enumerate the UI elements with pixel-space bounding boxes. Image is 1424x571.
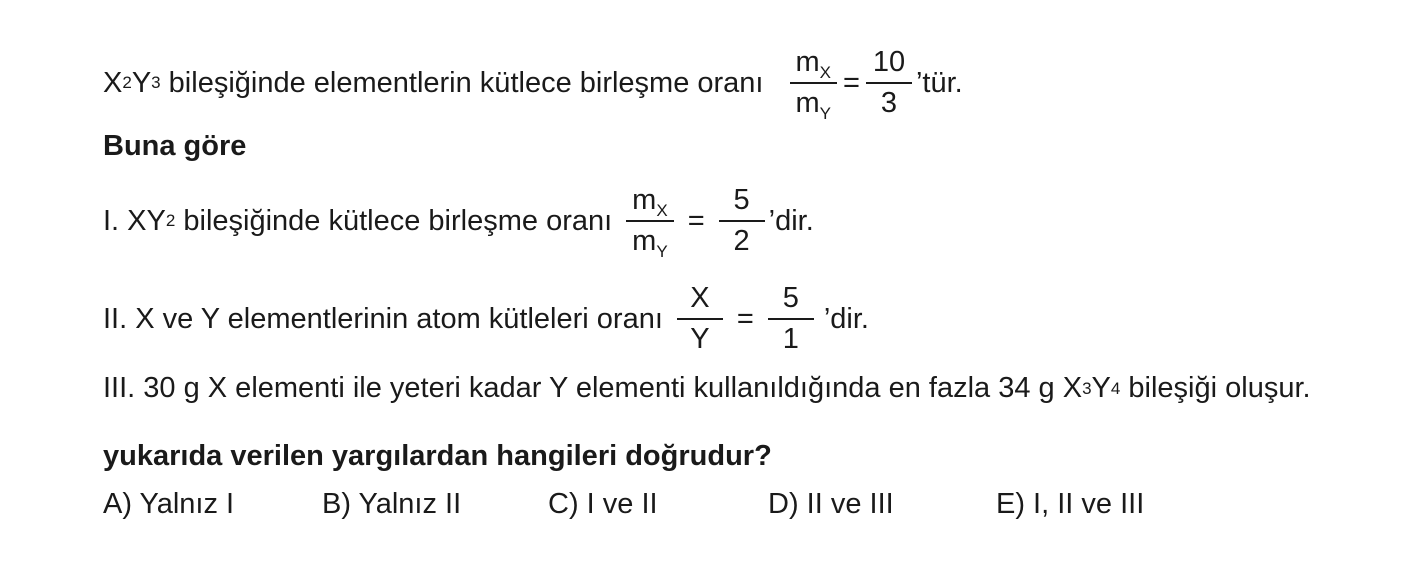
intro-value-fraction: $\frac{10}{3}$ bbox=[866, 48, 912, 118]
statement-1-prefix: I. XY bbox=[103, 204, 166, 237]
intro-text: bileşiğinde elementlerin kütlece birleşme oranı bbox=[160, 66, 764, 99]
statement-2-text: II. X ve Y elementlerinin atom kütleleri oranı bbox=[103, 302, 663, 335]
statement-3-y: Y bbox=[1091, 372, 1111, 404]
statement-1-value-fraction: $\frac{5}{2}$ bbox=[719, 186, 765, 256]
statement-2-value-fraction: $\frac{5}{1}$ bbox=[768, 284, 814, 354]
statement-3-text: III. 30 g X elementi ile yeteri kadar Y elementi kullanıldığında en fazla 34 g X bbox=[103, 372, 1083, 404]
intro-suffix: ’tür. bbox=[915, 66, 963, 99]
statement-2-equals: = bbox=[736, 302, 754, 335]
intro-line: X 2 Y 3 bileşiğinde elementlerin kütlece birleşme oranı $\frac{m_X}{m_Y}$ = $\frac{10}{3}$ ’tür. bbox=[103, 46, 963, 123]
statement-1-text: bileşiğinde kütlece birleşme oranı bbox=[175, 204, 613, 237]
option-e[interactable]: E) I, II ve III bbox=[996, 488, 1145, 520]
statement-3-suffix: bileşiği oluşur. bbox=[1120, 372, 1311, 404]
intro-formula-y: Y bbox=[131, 66, 152, 99]
intro-formula-x: X bbox=[103, 66, 123, 99]
question-text: yukarıda verilen yargılardan hangileri doğrudur? bbox=[103, 440, 772, 472]
option-a[interactable]: A) Yalnız I bbox=[103, 488, 235, 520]
intro-equals: = bbox=[843, 66, 860, 99]
statement-1-mass-fraction: $\frac{m_X}{m_Y}$ bbox=[626, 186, 674, 256]
lead-text: Buna göre bbox=[103, 130, 247, 162]
intro-mass-fraction: $\frac{m_X}{m_Y}$ bbox=[790, 48, 838, 118]
statement-2-suffix: ’dir. bbox=[823, 302, 869, 335]
statement-1-suffix: ’dir. bbox=[768, 204, 814, 237]
option-d[interactable]: D) II ve III bbox=[768, 488, 894, 520]
statement-2-ratio-fraction: $\frac{X}{Y}$ bbox=[677, 284, 723, 354]
statement-1: I. XY 2 bileşiğinde kütlece birleşme oranı $\frac{m_X}{m_Y}$ = $\frac{5}{2}$ ’dir. bbox=[103, 184, 814, 261]
statement-3: III. 30 g X elementi ile yeteri kadar Y elementi kullanıldığında en fazla 34 g X 3 Y 4 bileşiği oluşur. bbox=[103, 372, 1311, 404]
statement-2 bbox=[103, 284, 869, 354]
option-b[interactable]: B) Yalnız II bbox=[322, 488, 462, 520]
option-c[interactable]: C) I ve II bbox=[548, 488, 658, 520]
statement-1-equals: = bbox=[687, 204, 705, 237]
